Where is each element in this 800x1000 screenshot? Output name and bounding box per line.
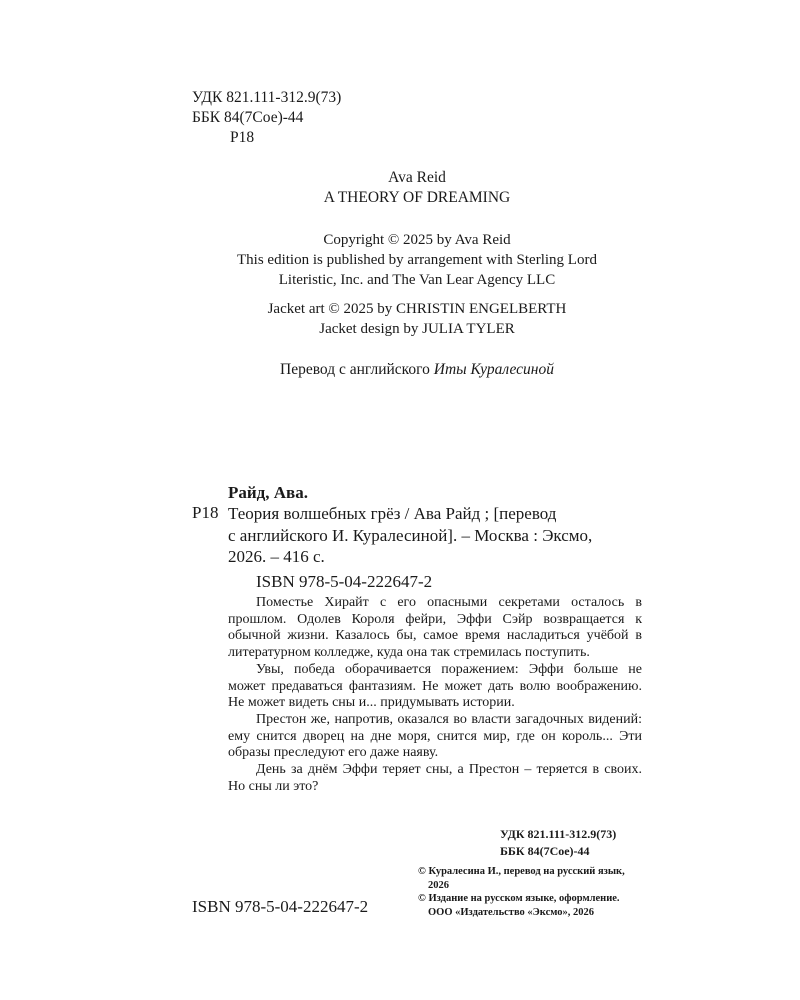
annotation <box>228 595 642 795</box>
catalog-author: Райд, Ава. <box>228 483 308 502</box>
author-mark: Р18 <box>230 129 255 146</box>
original-author: Ava Reid <box>388 169 446 186</box>
isbn-footer: ISBN 978-5-04-222647-2 <box>192 897 369 916</box>
translation-prefix: Перевод с английского <box>280 361 430 378</box>
copyright-notices <box>418 865 625 919</box>
catalog-description <box>228 503 642 568</box>
catalog-isbn: ISBN 978-5-04-222647-2 <box>256 572 433 591</box>
udk-code-bold: УДК 821.111-312.9(73) <box>500 827 617 841</box>
translation-credit <box>0 361 800 379</box>
edition-copyright-line-2: ООО «Издательство «Эксмо», 2026 <box>428 906 595 918</box>
description-line-3: 2026. – 416 с. <box>228 547 325 566</box>
catalog-codes-right <box>500 826 616 860</box>
catalog-author-mark: Р18 <box>192 503 219 522</box>
copyright-block <box>0 230 800 290</box>
description-line-1: Теория волшебных грёз / Ава Райд ; [перевод <box>228 504 557 523</box>
bbk-code-bold: ББК 84(7Сое)-44 <box>500 844 590 858</box>
bbk-code: ББК 84(7Сое)-44 <box>192 109 304 126</box>
jacket-art-credit: Jacket art © 2025 by CHRISTIN ENGELBERTH <box>267 301 567 317</box>
jacket-design-credit: Jacket design by JULIA TYLER <box>319 321 515 337</box>
edition-copyright-line-1: © Издание на русском языке, оформление. <box>418 893 620 904</box>
annotation-paragraph: Увы, победа оборачивается поражением: Эффи больше не может предаваться фантазиям. Не может дать волю воображению. Не может видеть сны и... придумывать истории. <box>228 661 642 711</box>
translation-copyright-line-1: © Куралесина И., перевод на русский язык, <box>418 866 625 877</box>
copyright-line-2: This edition is published by arrangement with Sterling Lord <box>237 252 597 268</box>
classification-block <box>192 88 341 148</box>
translator-name: Иты Куралесиной <box>433 361 554 378</box>
annotation-paragraph: День за днём Эффи теряет сны, а Престон – теряется в своих. Но сны ли это? <box>228 762 642 794</box>
annotation-paragraph: Поместье Хирайт с его опасными секретами осталось в прошлом. Одолев Короля фейри, Эффи Сэйр возвращается к обычной жизни. Казалось бы, самое время насладиться учёбой в литературном колледже, куда она так стремилась поступить. <box>228 595 642 661</box>
translation-copyright-line-2: 2026 <box>428 879 449 891</box>
jacket-credits <box>0 299 800 339</box>
udk-code: УДК 821.111-312.9(73) <box>192 89 342 106</box>
copyright-line-1: Copyright © 2025 by Ava Reid <box>323 232 511 248</box>
copyright-line-3: Literistic, Inc. and The Van Lear Agency LLC <box>278 272 556 288</box>
description-line-2: с английского И. Куралесиной]. – Москва : Эксмо, <box>228 525 593 545</box>
original-title-block <box>0 168 800 208</box>
annotation-paragraph: Престон же, напротив, оказался во власти загадочных видений: ему снится дворец на дне моря, снится мир, где он король... Эти образы преследуют его даже наяву. <box>228 711 642 761</box>
original-title: A THEORY OF DREAMING <box>323 189 511 206</box>
